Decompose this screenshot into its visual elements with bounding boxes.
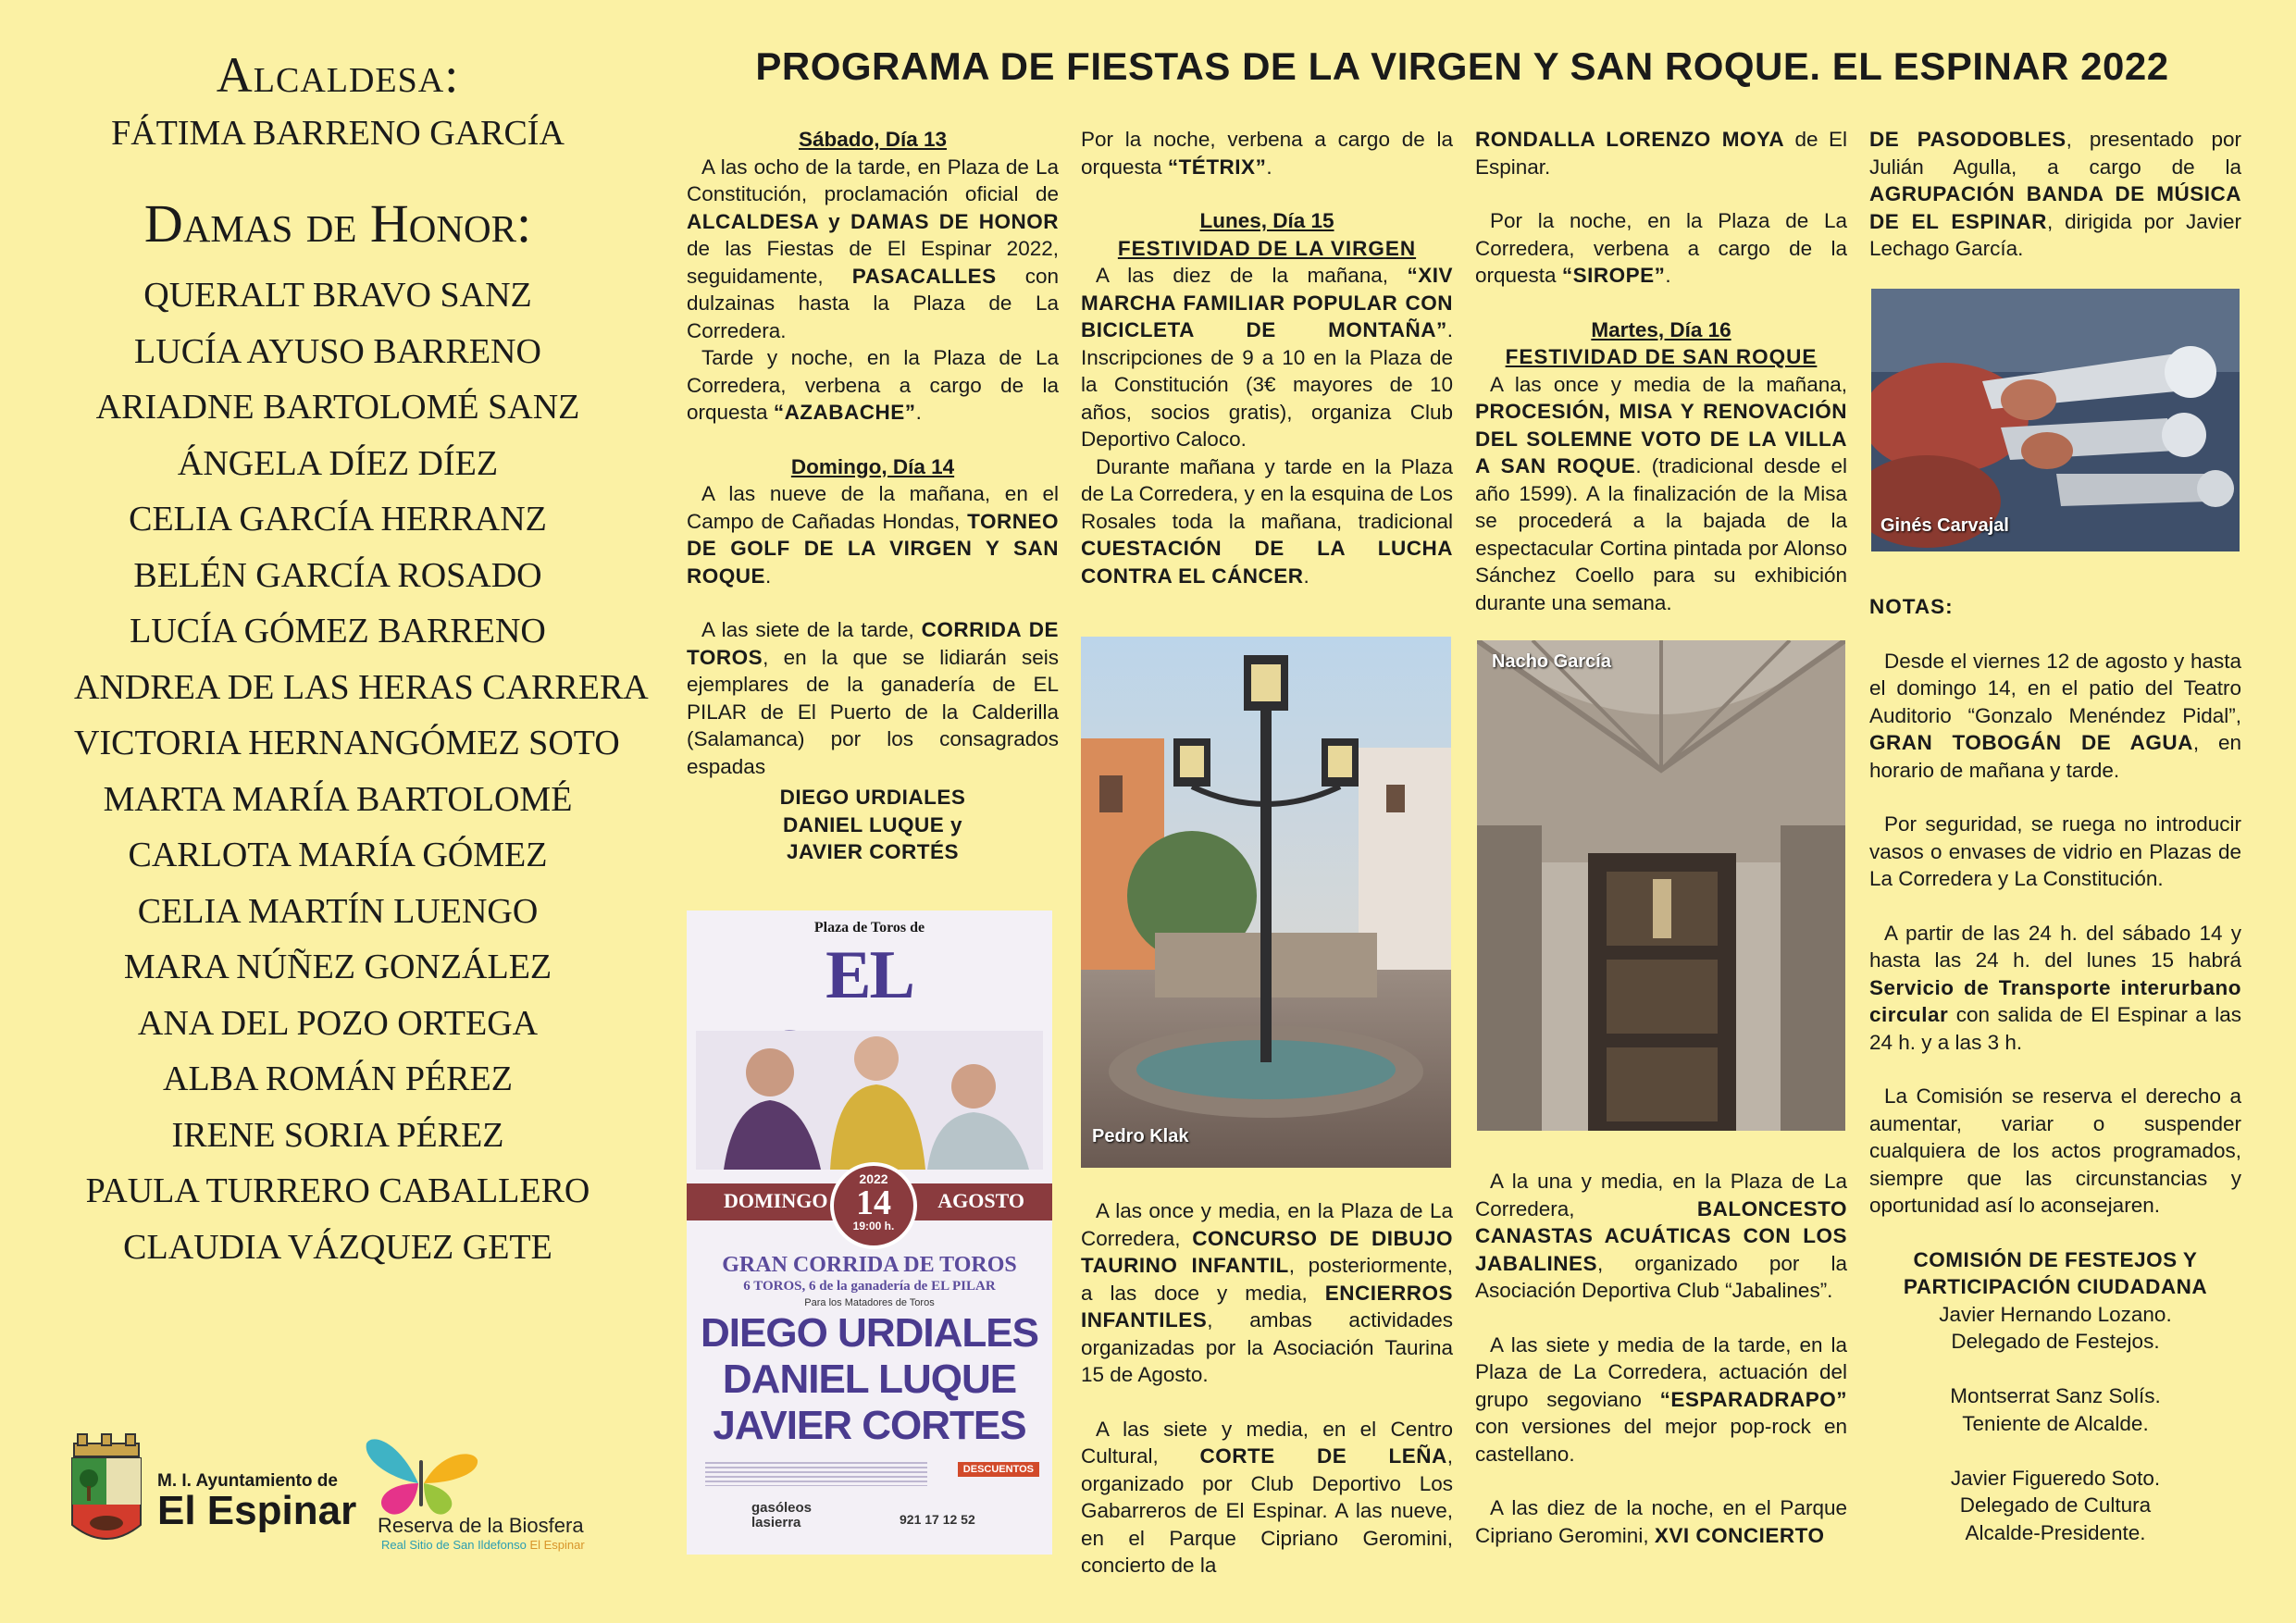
festivity-heading: FESTIVIDAD DE SAN ROQUE [1505,345,1818,368]
bold-text: CUESTACIÓN DE LA LUCHA CONTRA EL CÁNCER [1081,537,1453,588]
text: Tarde y noche, en la Plaza de La Corredera, verbena a cargo de la orquesta [687,346,1059,424]
column-2 [1081,126,1453,589]
court-of-honor [74,46,649,1275]
text: . [915,401,922,424]
dama-name: QUERALT BRAVO SANZ [143,276,532,315]
paragraph [687,480,1059,589]
poster-ganaderia: 6 TOROS, 6 de la ganadería de EL PILAR [743,1279,996,1294]
paragraph [1081,453,1453,590]
dama-name: CARLOTA MARÍA GÓMEZ [128,836,548,874]
bold-text: Servicio de Transporte interurbano circular [1869,975,2241,1026]
photo-credit: Pedro Klak [1092,1126,1189,1146]
paragraph [1475,1168,1847,1305]
bold-text: DE PASODOBLES [1869,128,2066,151]
text: Desde el viernes 12 de agosto y hasta el domingo 14, en el patio del Teatro Auditorio “Gonzalo Menéndez Pidal”, [1869,649,2241,727]
ayuntamiento-big: El Espinar [157,1488,357,1533]
paragraph [1869,126,2241,263]
text: A las diez de la mañana, [1096,264,1408,287]
paragraph [1081,262,1453,453]
text: A las once y media, en la Plaza de La Corredera, [1081,1199,1453,1250]
text: , dirigida por Javier Lechago García. [1869,209,2241,260]
note [1869,648,2241,785]
column-2-bottom [1081,1197,1453,1580]
text: A las diez de la noche, en el Parque Cipriano Geromini, [1475,1496,1847,1547]
dama-name: ANA DEL POZO ORTEGA [137,1003,539,1043]
poster-phone: 921 17 12 52 [900,1512,975,1527]
signer-name: Montserrat Sanz Solís. [1950,1384,2161,1407]
text: , en horario de mañana y tarde. [1869,731,2242,782]
text: A las ocho de la tarde, en Plaza de La Constitución, proclamación oficial de [687,155,1059,205]
torero-name: JAVIER CORTÉS [786,840,960,863]
torero-name: DIEGO URDIALES [779,786,966,809]
note: Por seguridad, se ruega no introducir vasos o envases de vidrio en Plazas de La Corredera y La Constitución. [1869,812,2241,890]
poster-para: Para los Matadores de Toros [804,1297,935,1308]
dama-name: CLAUDIA VÁZQUEZ GETE [123,1227,552,1267]
photo-credit: Ginés Carvajal [1880,515,2009,536]
text: Durante mañana y tarde en la Plaza de La Corredera, y en la esquina de Los Rosales toda la mañana, tradicional [1081,454,1453,533]
alcaldesa-title: Alcaldesa: [216,47,460,103]
poster-sponsor: gasóleos lasierra [751,1500,813,1530]
paragraph [687,344,1059,427]
bold-text: PROCESIÓN, MISA Y RENOVACIÓN DEL SOLEMNE VOTO DE LA VILLA A SAN ROQUE [1475,400,1847,477]
text: . (tradicional desde el año 1599). A la finalización de la Misa se procederá a la bajada de la espectacular Cortina pintada por Alonso Sánchez Coello para su exhibición durante una semana. [1475,454,1847,614]
signer-role: Alcalde-Presidente. [1965,1520,2146,1544]
poster-torero-2: DANIEL LUQUE [722,1357,1017,1402]
text: A las siete y media de la tarde, en la Plaza de La Corredera, actuación del grupo segoviano [1475,1332,1847,1411]
paragraph [1081,126,1453,180]
text: Por la noche, en la Plaza de La Corredera, verbena a cargo de la orquesta [1475,209,1847,287]
signer-role: Delegado de Festejos. [1951,1330,2160,1353]
trumpets-photo-icon [1871,289,2240,551]
bold-text: PASACALLES [851,264,997,288]
text: A las siete de la tarde, [701,618,922,641]
dama-name: ALBA ROMÁN PÉREZ [163,1059,513,1098]
signer-role: Teniente de Alcalde. [1962,1411,2149,1435]
text: A las once y media de la mañana, [1490,372,1847,396]
poster-torero-1: DIEGO URDIALES [701,1310,1038,1356]
bold-text: ENCIERROS INFANTILES [1081,1281,1453,1332]
ayuntamiento-logo [68,1432,357,1557]
bullfight-poster [687,911,1052,1555]
paragraph [1475,1332,1847,1468]
bold-text: GRAN TOBOGÁN DE AGUA [1869,731,2193,754]
text: A partir de las 24 h. del sábado 14 y hasta las 24 h. del lunes 15 habrá [1869,921,2241,972]
poster-day-word: DOMINGO [724,1189,828,1212]
bold-text: “SIROPE” [1561,264,1666,287]
poster-corrida: GRAN CORRIDA DE TOROS [722,1253,1017,1277]
commission [1869,1246,2241,1547]
poster-date-circle [830,1162,917,1249]
text: A las siete y media, en el Centro Cultural, [1081,1417,1453,1468]
poster-figures [696,1031,1043,1170]
column-4-notes [1869,593,2241,1546]
text: de las Fiestas de El Espinar 2022, seguidamente, [687,237,1059,288]
signer-name: Javier Figueredo Soto. [1950,1466,2161,1490]
text: . [1665,264,1671,287]
text: , organizado por la Asociación Deportiva Club “Jabalines”. [1475,1251,1847,1302]
dama-name: MARA NÚÑEZ GONZÁLEZ [123,948,552,986]
photo-trumpets [1871,289,2240,551]
damas-list [74,267,649,1275]
bold-text: BALONCESTO CANASTAS ACUÁTICAS CON LOS JABALINES [1475,1196,1847,1275]
church-photo-icon [1477,640,1845,1131]
fountain-photo-icon [1081,637,1451,1168]
bold-text: “XIV MARCHA FAMILIAR POPULAR CON BICICLETA DE MONTAÑA” [1081,264,1453,341]
column-3-bottom [1475,1168,1847,1549]
toreros-figure-icon [696,1031,1043,1170]
column-1 [687,126,1059,866]
poster-top: Plaza de Toros de [813,920,925,935]
bold-text: CORRIDA DE TOROS [687,618,1059,669]
dama-name: CELIA GARCÍA HERRANZ [129,500,547,539]
dama-name: ANDREA DE LAS HERAS CARRERA [74,667,649,707]
torero-name: DANIEL LUQUE y [782,812,963,836]
ayuntamiento-small: M. I. Ayuntamiento de [157,1471,338,1491]
text: , posteriormente, a las doce y media, [1081,1254,1454,1305]
paragraph [687,154,1059,345]
bold-text: RONDALLA LORENZO MOYA [1475,128,1785,151]
dama-name: LUCÍA AYUSO BARRENO [134,331,541,371]
dama-name: LUCÍA GÓMEZ BARRENO [130,612,546,650]
butterfly-icon [363,1432,483,1520]
text: A las nueve de la mañana, en el Campo de Cañadas Hondas, [687,482,1059,533]
day-heading: Sábado, Día 13 [798,128,948,151]
dama-name: MARTA MARÍA BARTOLOMÉ [103,779,573,819]
commission-title: COMISIÓN DE FESTEJOS Y [1913,1247,2198,1271]
biosfera-big: Reserva de la Biosfera [378,1514,584,1537]
bold-text: CONCURSO DE DIBUJO TAURINO INFANTIL [1081,1226,1453,1277]
bold-text: “TÉTRIX” [1167,155,1267,179]
commission-title: PARTICIPACIÓN CIUDADANA [1903,1275,2208,1298]
page-title: PROGRAMA DE FIESTAS DE LA VIRGEN Y SAN ROQUE. EL ESPINAR 2022 [755,44,2169,88]
paragraph [1475,126,1847,180]
text: con dulzainas hasta la Plaza de La Corredera. [687,264,1060,342]
poster-descuentos: DESCUENTOS [958,1462,1039,1477]
dama-name: VICTORIA HERNANGÓMEZ SOTO [74,724,620,762]
poster-day-num: 14 [856,1183,891,1222]
text: , organizado por Club Deportivo Los Gabarreros de El Espinar. A las nueve, en el Parque Cipriano Geromini, concierto de la [1081,1444,1453,1577]
paragraph [1475,371,1847,617]
poster-month: AGOSTO [937,1189,1024,1212]
signer-name: Javier Hernando Lozano. [1939,1302,2172,1326]
dama-name: ÁNGELA DÍEZ DÍEZ [177,443,499,483]
column-4 [1869,126,2241,263]
note [1869,920,2241,1057]
photo-church [1477,640,1845,1131]
text: . [765,564,772,588]
day-heading: Lunes, Día 15 [1199,209,1334,232]
notes-heading: NOTAS: [1869,595,1954,618]
poster-fineprint [705,1462,927,1486]
dama-name: ARIADNE BARTOLOMÉ SANZ [95,388,580,427]
photo-fountain [1081,637,1451,1168]
paragraph [1475,207,1847,290]
festivity-heading: FESTIVIDAD DE LA VIRGEN [1117,236,1417,260]
biosfera-small [381,1538,585,1552]
day-heading: Martes, Día 16 [1591,317,1731,341]
poster-name: EL [825,937,913,1013]
dama-name: PAULA TURRERO CABALLERO [85,1171,590,1210]
poster-year: 2022 [859,1171,888,1186]
text: , ambas actividades organizadas por la Asociación Taurina 15 de Agosto. [1081,1308,1453,1386]
dama-name: BELÉN GARCÍA ROSADO [133,555,542,595]
text: de El Espinar. [1475,128,1847,179]
photo-credit: Nacho García [1492,651,1611,672]
alcaldesa-name: FÁTIMA BARRENO GARCÍA [111,114,565,153]
column-3 [1475,126,1847,616]
biosfera-small-a: Real Sitio de San Ildefonso [381,1538,527,1552]
text: , presentado por Julián Agulla, a cargo de la [1869,128,2241,179]
bold-text: CORTE DE LEÑA [1199,1444,1447,1468]
dama-name: CELIA MARTÍN LUENGO [137,891,539,931]
text: con salida de El Espinar a las 24 h. y a las 3 h. [1869,1003,2241,1054]
signer-role: Delegado de Cultura [1959,1493,2152,1517]
biosfera-logo [363,1432,640,1557]
bold-text: ALCALDESA y DAMAS DE HONOR [687,209,1059,233]
text: . Inscripciones de 9 a 10 en la Plaza de la Constitución (3€ mayores de 10 años, socios gratis), organiza Club Deportivo Caloco. [1081,318,1453,451]
poster-time: 19:00 h. [852,1220,895,1233]
paragraph [687,616,1059,780]
day-heading: Domingo, Día 14 [790,454,955,478]
bold-text: “ESPARADRAPO” [1659,1387,1847,1411]
bold-text: AGRUPACIÓN BANDA DE MÚSICA DE EL ESPINAR [1869,182,2241,233]
text: . [1266,155,1272,179]
coat-of-arms-icon [68,1432,144,1553]
paragraph [1081,1416,1453,1580]
text: Por la noche, verbena a cargo de la orquesta [1081,128,1453,179]
bold-text: TORNEO DE GOLF DE LA VIRGEN Y SAN ROQUE [687,509,1059,588]
bold-text: XVI CONCIERTO [1654,1523,1825,1547]
bold-text: “AZABACHE” [773,401,916,424]
toreros [687,784,1059,866]
text: , en la que se lidiarán seis ejemplares de la ganadería de EL PILAR de El Puerto de la Calderilla (Salamanca) por los consagrados espadas [687,645,1059,778]
biosfera-small-b: El Espinar [529,1538,585,1552]
dama-name: IRENE SORIA PÉREZ [171,1115,504,1155]
text: . [1303,564,1309,588]
text: A la una y media, en la Plaza de La Corredera, [1475,1170,1847,1220]
paragraph [1475,1494,1847,1549]
note: La Comisión se reserva el derecho a aumentar, variar o suspender cualquiera de los actos programados, siempre que las circunstancias y oportunidad así lo aconsejaren. [1869,1084,2241,1217]
paragraph [1081,1197,1453,1389]
poster-torero-3: JAVIER CORTES [713,1403,1026,1448]
damas-title: Damas de Honor: [143,193,532,254]
text: con versiones del mejor pop-rock en castellano. [1475,1415,1847,1466]
